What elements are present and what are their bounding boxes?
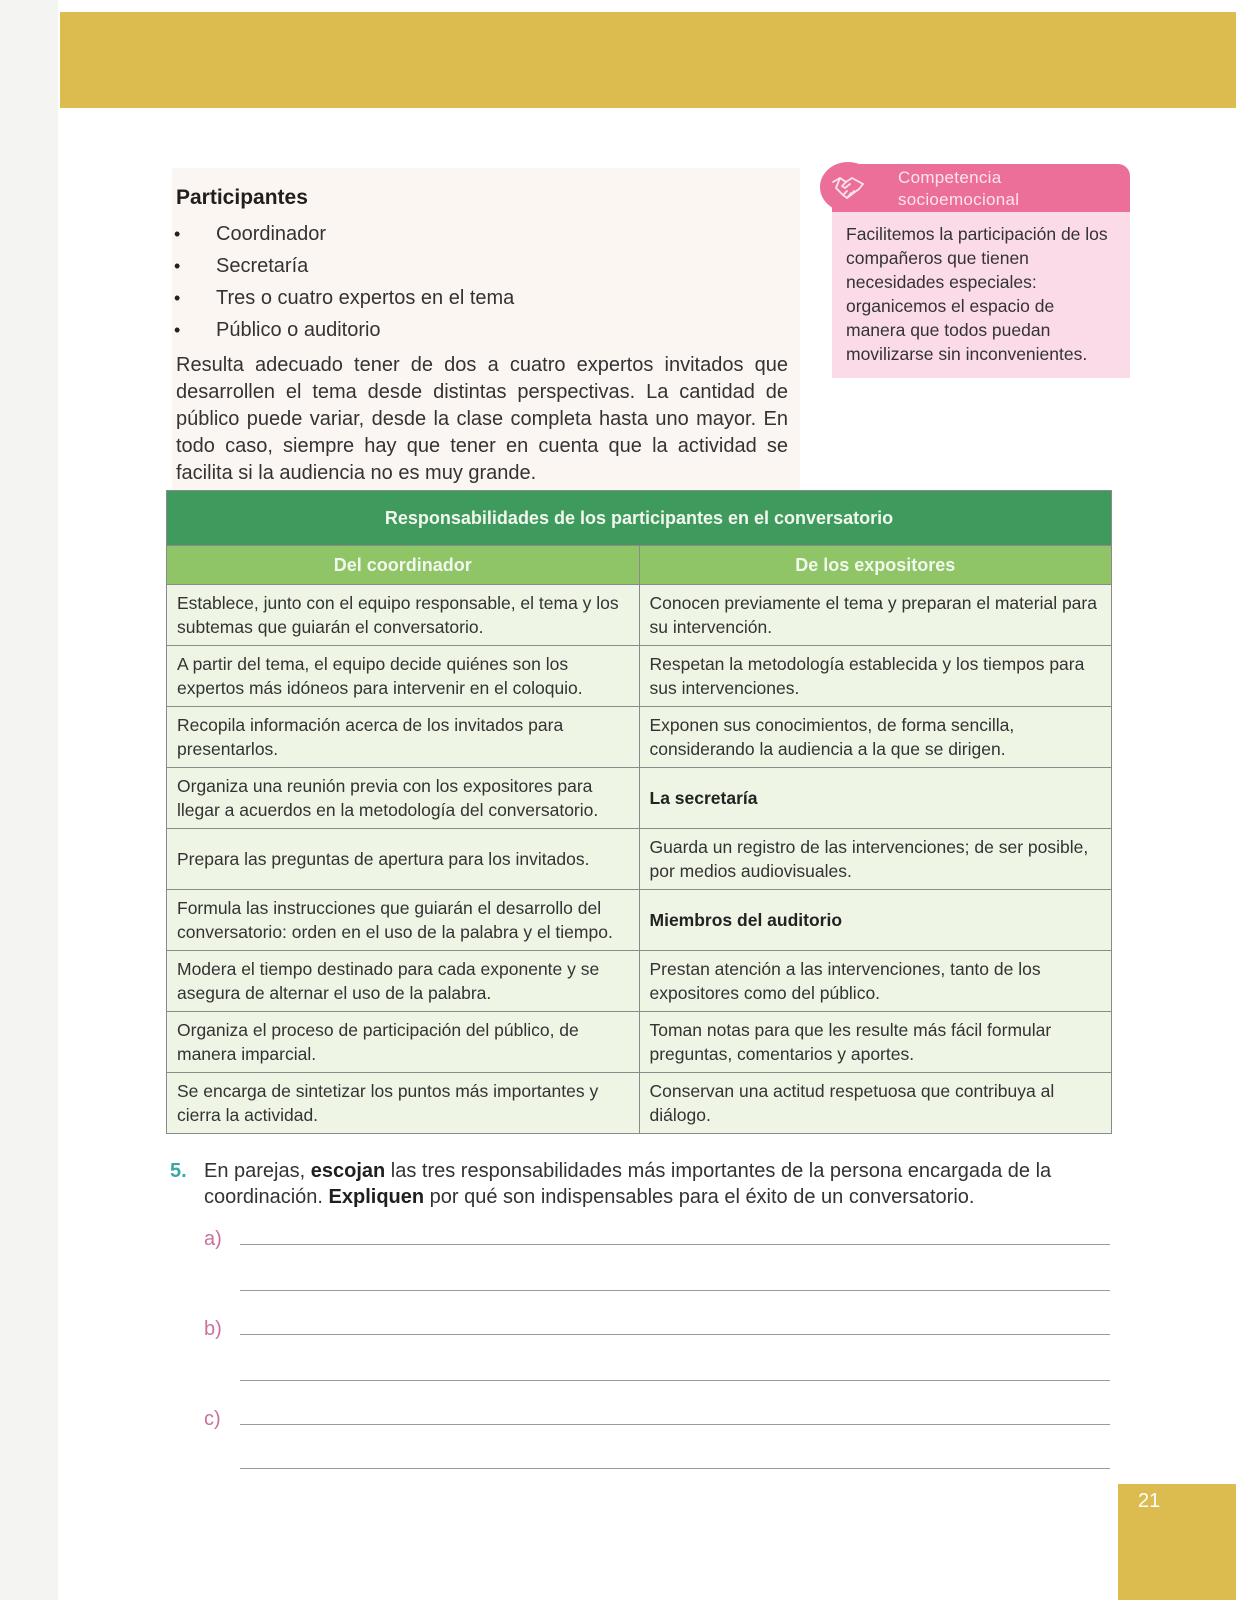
col-header-coordinator: Del coordinador xyxy=(167,546,640,585)
expositor-duty: Conocen previamente el tema y preparan el material para su intervención. xyxy=(639,585,1112,646)
question-text xyxy=(204,1158,1124,1210)
answer-line-a2[interactable] xyxy=(240,1290,1110,1291)
participants-section xyxy=(172,168,800,498)
coordinator-duty: Organiza una reunión previa con los expositores para llegar a acuerdos en la metodología del conversatorio. xyxy=(167,768,640,829)
participants-paragraph: Resulta adecuado tener de dos a cuatro expertos invitados que desarrollen el tema desde distintas perspectivas. La cantidad de público puede variar, desde la clase completa hasta uno mayor. En todo caso, siempre hay que tener en cuenta que la actividad se facilita si la audiencia no es muy grande. xyxy=(176,354,788,484)
coordinator-duty: A partir del tema, el equipo decide quiénes son los expertos más idóneos para intervenir en el coloquio. xyxy=(167,646,640,707)
table-row xyxy=(167,951,1112,1012)
answer-line-c1[interactable] xyxy=(240,1424,1110,1425)
responsibilities-table xyxy=(166,490,1112,1134)
participant-item: • Secretaría xyxy=(172,252,514,284)
answer-label-b: b) xyxy=(204,1318,222,1340)
col-header-expositors: De los expositores xyxy=(639,546,1112,585)
table-row xyxy=(167,768,1112,829)
audience-duty: Toman notas para que les resulte más fácil formular preguntas, comentarios y aportes. xyxy=(639,1012,1112,1073)
coordinator-duty: Organiza el proceso de participación del público, de manera imparcial. xyxy=(167,1012,640,1073)
expositor-duty: Exponen sus conocimientos, de forma sencilla, considerando la audiencia a la que se dirigen. xyxy=(639,707,1112,768)
participants-title: Participantes xyxy=(176,186,308,209)
question-verb-expliquen: Expliquen xyxy=(328,1186,425,1208)
table-row xyxy=(167,890,1112,951)
coordinator-duty: Modera el tiempo destinado para cada exponente y se asegura de alternar el uso de la palabra. xyxy=(167,951,640,1012)
table-row xyxy=(167,1012,1112,1073)
competencia-box xyxy=(832,164,1130,378)
table-row xyxy=(167,585,1112,646)
secretary-duty: Guarda un registro de las intervenciones; de ser posible, por medios audiovisuales. xyxy=(639,829,1112,890)
coordinator-duty: Prepara las preguntas de apertura para los invitados. xyxy=(167,829,640,890)
table-row xyxy=(167,829,1112,890)
answer-line-b1[interactable] xyxy=(240,1334,1110,1335)
coordinator-duty: Recopila información acerca de los invitados para presentarlos. xyxy=(167,707,640,768)
audience-duty: Prestan atención a las intervenciones, tanto de los expositores como del público. xyxy=(639,951,1112,1012)
page-number: 21 xyxy=(1138,1490,1161,1512)
answer-label-a: a) xyxy=(204,1228,222,1250)
participant-item: • Tres o cuatro expertos en el tema xyxy=(172,284,514,316)
header-band xyxy=(60,12,1236,108)
competencia-title-line2: socioemocional xyxy=(898,190,1020,209)
coordinator-duty: Se encarga de sintetizar los puntos más importantes y cierra la actividad. xyxy=(167,1073,640,1134)
expositor-duty: Respetan la metodología establecida y los tiempos para sus intervenciones. xyxy=(639,646,1112,707)
question-verb-escojan: escojan xyxy=(310,1160,386,1182)
table-title: Responsabilidades de los participantes en el conversatorio xyxy=(167,491,1112,546)
question-part2: las tres responsabilidades más importantes de la persona encargada de la coordinación. xyxy=(204,1160,1052,1208)
participant-item: • Coordinador xyxy=(172,220,514,252)
answer-line-a1[interactable] xyxy=(240,1244,1110,1245)
subheader-secretary: La secretaría xyxy=(639,768,1112,829)
coordinator-duty: Formula las instrucciones que guiarán el desarrollo del conversatorio: orden en el uso de la palabra y el tiempo. xyxy=(167,890,640,951)
answer-line-c2[interactable] xyxy=(240,1468,1110,1469)
competencia-title-line1: Competencia xyxy=(898,168,1002,187)
handshake-icon xyxy=(820,162,876,212)
participant-item: • Público o auditorio xyxy=(172,316,514,348)
answer-label-c: c) xyxy=(204,1408,221,1430)
audience-duty: Conservan una actitud respetuosa que contribuya al diálogo. xyxy=(639,1073,1112,1134)
page-number-badge xyxy=(1118,1484,1236,1600)
competencia-title xyxy=(898,167,1019,211)
answer-line-b2[interactable] xyxy=(240,1380,1110,1381)
question-number: 5. xyxy=(170,1160,187,1182)
table-row xyxy=(167,707,1112,768)
competencia-body: Facilitemos la participación de los compañeros que tienen necesidades especiales: organicemos el espacio de manera que todos puedan movilizarse sin inconvenientes. xyxy=(832,212,1130,378)
competencia-header xyxy=(832,164,1130,212)
participants-list xyxy=(172,220,514,348)
question-part1: En parejas, xyxy=(204,1160,311,1182)
table-row xyxy=(167,1073,1112,1134)
subheader-audience: Miembros del auditorio xyxy=(639,890,1112,951)
question-part3: por qué son indispensables para el éxito de un conversatorio. xyxy=(424,1186,975,1208)
table-row xyxy=(167,646,1112,707)
page-left-edge xyxy=(0,0,58,1600)
coordinator-duty: Establece, junto con el equipo responsable, el tema y los subtemas que guiarán el conversatorio. xyxy=(167,585,640,646)
